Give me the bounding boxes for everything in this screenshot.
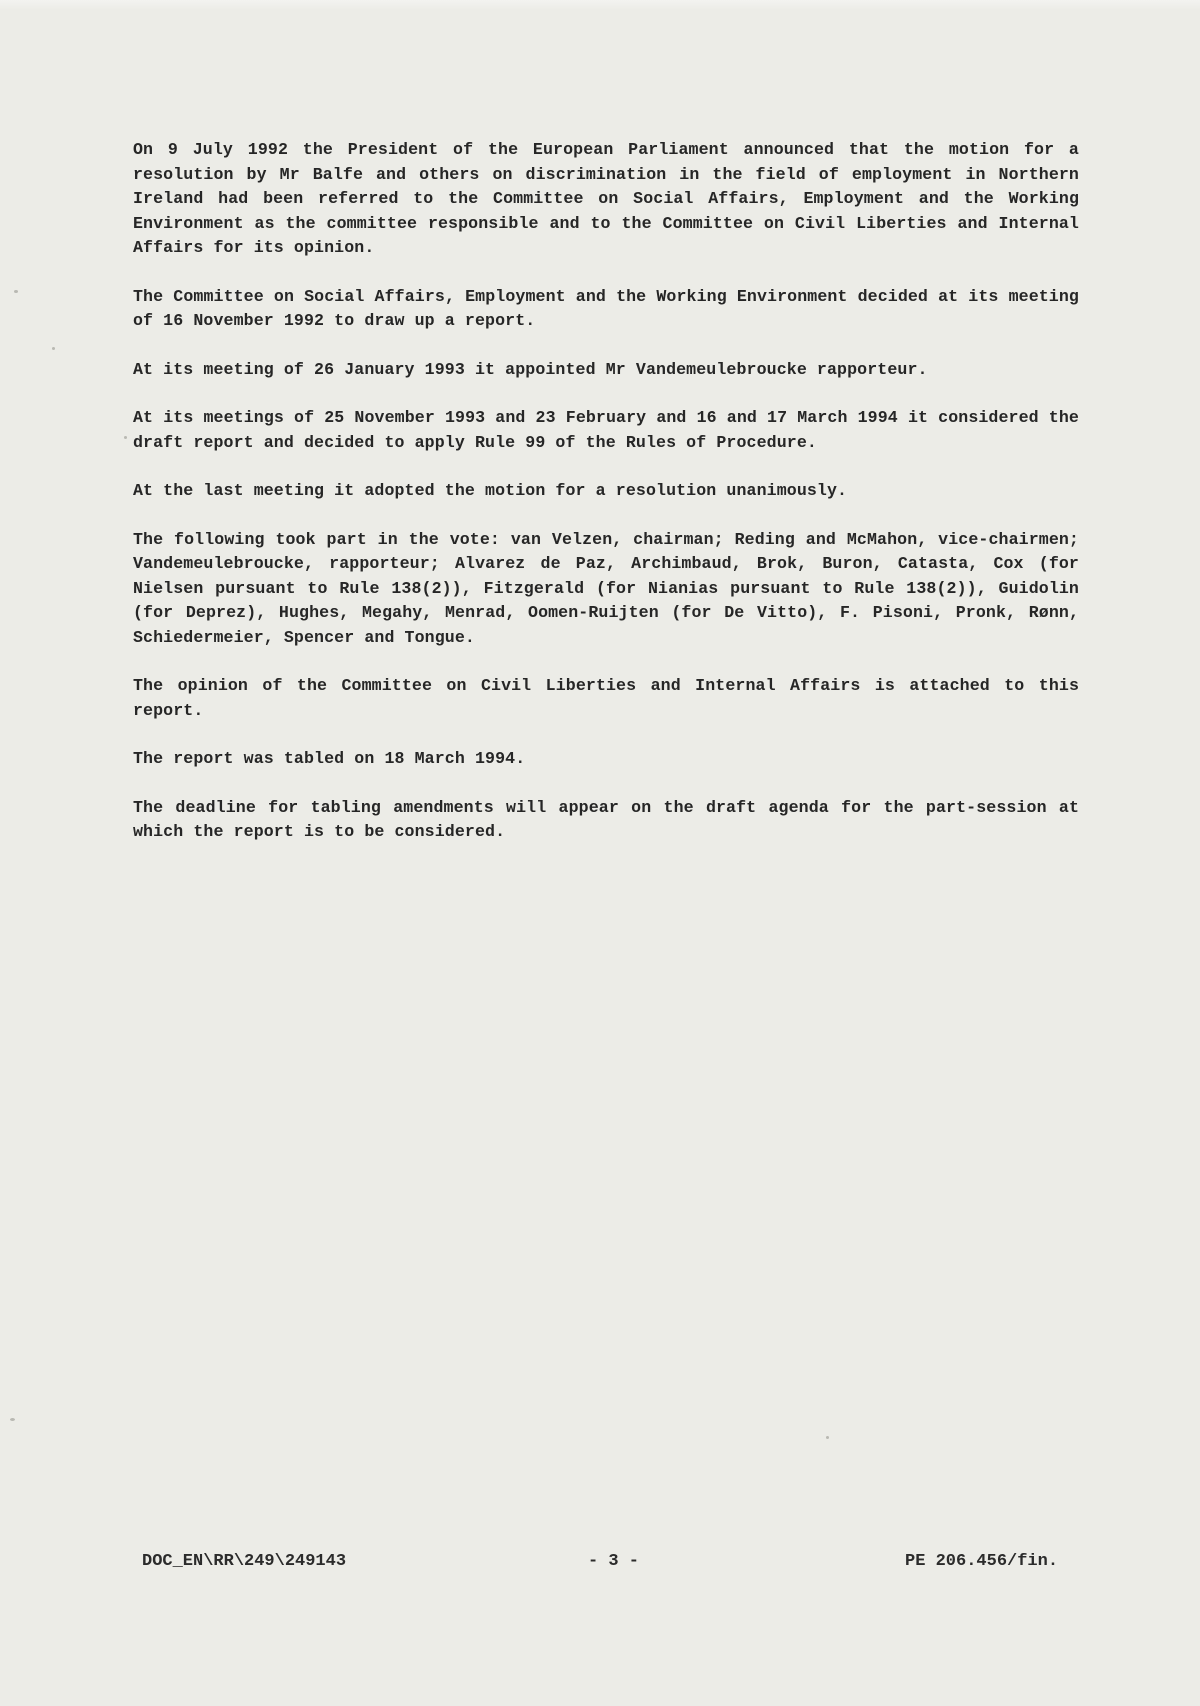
scan-speck	[826, 1436, 829, 1439]
scan-speck	[14, 290, 18, 293]
footer-page-number: - 3 -	[588, 1552, 640, 1571]
scan-speck	[52, 347, 55, 350]
paragraph-tabled-date: The report was tabled on 18 March 1994.	[133, 749, 526, 768]
paragraph-meetings: At its meetings of 25 November 1993 and 23 February and 16 and 17 March 1994 it considered the draft report and decided to apply Rule 99 of the Rules of Procedure.	[133, 408, 1079, 452]
page-top-edge	[0, 0, 1200, 10]
scan-speck	[10, 1418, 15, 1421]
footer-document-ref: DOC_EN\RR\249\249143	[142, 1552, 347, 1571]
document-body	[133, 138, 1079, 869]
paragraph-adoption: At the last meeting it adopted the motion for a resolution unanimously.	[133, 481, 848, 500]
paragraph-rapporteur-appointment: At its meeting of 26 January 1993 it appointed Mr Vandemeulebroucke rapporteur.	[133, 359, 928, 379]
scan-speck	[124, 436, 127, 439]
footer-pe-ref: PE 206.456/fin.	[905, 1552, 1059, 1571]
paragraph-amendment-deadline: The deadline for tabling amendments will appear on the draft agenda for the part-session at which the report is to be considered.	[133, 797, 1079, 841]
paragraph-referral: On 9 July 1992 the President of the European Parliament announced that the motion for a resolution by Mr Balfe and others on discrimination in the field of employment in Northern Ireland had been referred to the Committee on Social Affairs, Employment and the Working Environment as the committee responsible and to the Committee on Civil Liberties and Internal Affairs for its opinion.	[133, 140, 1079, 257]
paragraph-opinion-attached: The opinion of the Committee on Civil Liberties and Internal Affairs is attached to this report.	[133, 676, 1079, 720]
paragraph-committee-decision: The Committee on Social Affairs, Employment and the Working Environment decided at its meeting of 16 November 1992 to draw up a report.	[133, 286, 1079, 330]
paragraph-vote-participants: The following took part in the vote: van Velzen, chairman; Reding and McMahon, vice-chairmen; Vandemeulebroucke, rapporteur; Alvarez de Paz, Archimbaud, Brok, Buron, Catasta, Cox (for Nielsen pursuant to Rule 138(2)), Fitzgerald (for Nianias pursuant to Rule 138(2)), Guidolin (for Deprez), Hughes, Megahy, Menrad, Oomen-Ruijten (for De Vitto), F. Pisoni, Pronk, Rønn, Schiedermeier, Spencer and Tongue.	[133, 529, 1079, 647]
